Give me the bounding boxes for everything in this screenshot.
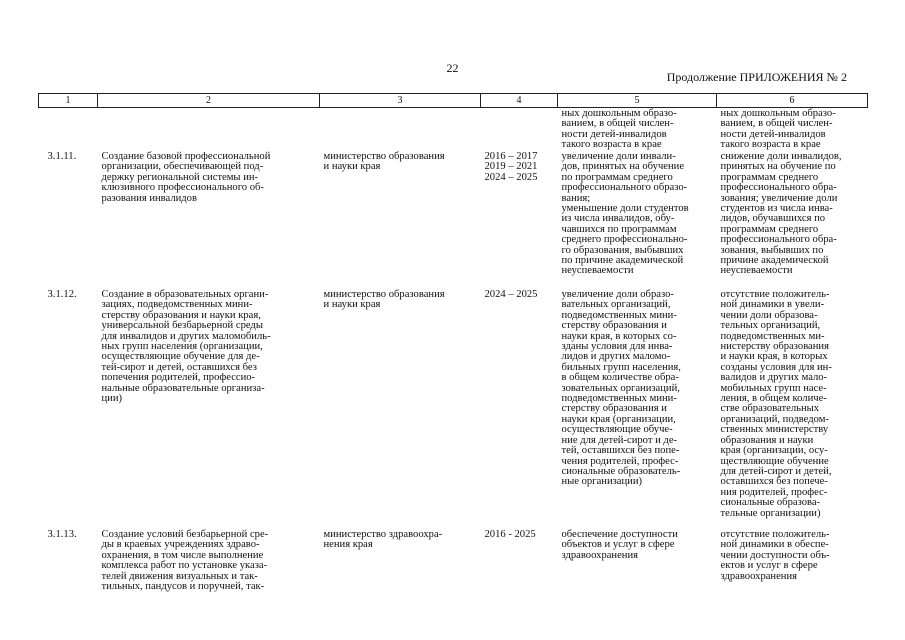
column-header: 4 [481,94,558,108]
table-row [39,290,868,530]
column-header: 6 [717,94,868,108]
table-header-row [39,94,868,108]
appendix-table [38,93,868,592]
executor: министерство образования и науки края [323,151,445,173]
expected-result: увеличение доли инвали- дов, принятых на обучение по программам среднего профессионального образо- вания; уменьшение доли студентов из числа инвалидов, обу- чавшихся по программам среднего профессионально- го образования, выбывших по причине академической неуспеваемости [561,151,689,277]
executor: министерство образования и науки края [323,289,445,311]
column-header: 2 [98,94,320,108]
period: 2016 – 2017 2019 – 2021 2024 – 2025 [484,151,538,183]
row-number: 3.1.11. [47,151,77,162]
carryover-consequence: ных дошкольным образо- ванием, в общей числен- ности детей-инвалидов такого возраста в крае [720,108,836,151]
executor: министерство здравоохра- нения края [323,529,443,551]
non-implementation-consequence: отсутствие положитель- ной динамики в обеспе- чении доступности объ- ектов и услуг в сфере здравоохранения [720,529,830,582]
table-row [39,152,868,290]
row-number: 3.1.12. [47,289,77,300]
measure-name: Создание базовой профессиональной организации, обеспечивающей под- держку региональной системы ин- клюзивного профессионального об- разования инвалидов [101,151,271,204]
expected-result: увеличение доли образо- вательных организаций, подведомственных мини- стерству образования и науки края, в которых со- зданы условия для инва- лидов и других маломо- бильных групп населения, в общем количестве обра- зовательных организаций, подведомственных мини- стерству образования и науки края (организации, осуществляющие обуче- ние для детей-сирот и де- тей, оставшихся без попе- чения родителей, профес- сиональные образователь- ные организации) [561,289,681,488]
continuation-title: Продолжение ПРИЛОЖЕНИЯ № 2 [666,70,847,84]
expected-result: обеспечение доступности объектов и услуг в сфере здравоохранения [561,529,678,561]
column-header: 3 [320,94,481,108]
row-number: 3.1.13. [47,529,77,540]
period: 2016 - 2025 [484,529,536,540]
non-implementation-consequence: снижение доли инвалидов, принятых на обучение по программам среднего профессионального обра- зования; увеличение доли студентов из числа инва- лидов, обучавшихся по программам среднего профессионального обра- зования, выбывших по причине академической неуспеваемости [720,151,842,277]
column-header: 1 [39,94,98,108]
page-number: 22 [446,61,459,75]
carryover-result: ных дошкольным образо- ванием, в общей числен- ности детей-инвалидов такого возраста в крае [561,108,677,151]
table-row [39,530,868,592]
measure-name: Создание условий безбарьерной сре- ды в краевых учреждениях здраво- охранения, в том числе выполнение комплекса работ по установке указа- телей движения визуальных и так- тильных, пандусов и поручней, так- [101,529,269,593]
carryover-row [39,108,868,153]
period: 2024 – 2025 [484,289,538,300]
measure-name: Создание в образовательных органи- зациях, подведомственных мини- стерству образования и науки края, универсальной безбарьерной среды для инвалидов и других маломобиль- ных групп населения (организации, осуществляющие обучение для де- тей-сирот и детей, оставшихся без попечения родителей, профессио- нальные образовательные организа- ции) [101,289,271,405]
non-implementation-consequence: отсутствие положитель- ной динамики в увели- чении доли образова- тельных организаций, подведомственных ми- нистерству образования и науки края, в которых созданы условия для ин- валидов и других мало- мобильных групп насе- ления, в общем количе- стве образовательных организаций, подведом- ственных министерству образования и науки края (организации, осу- ществляющие обучение для детей-сирот и детей, оставшихся без попече- ния родителей, профес- сиональные образова- тельные организации) [720,289,832,519]
column-header: 5 [558,94,717,108]
